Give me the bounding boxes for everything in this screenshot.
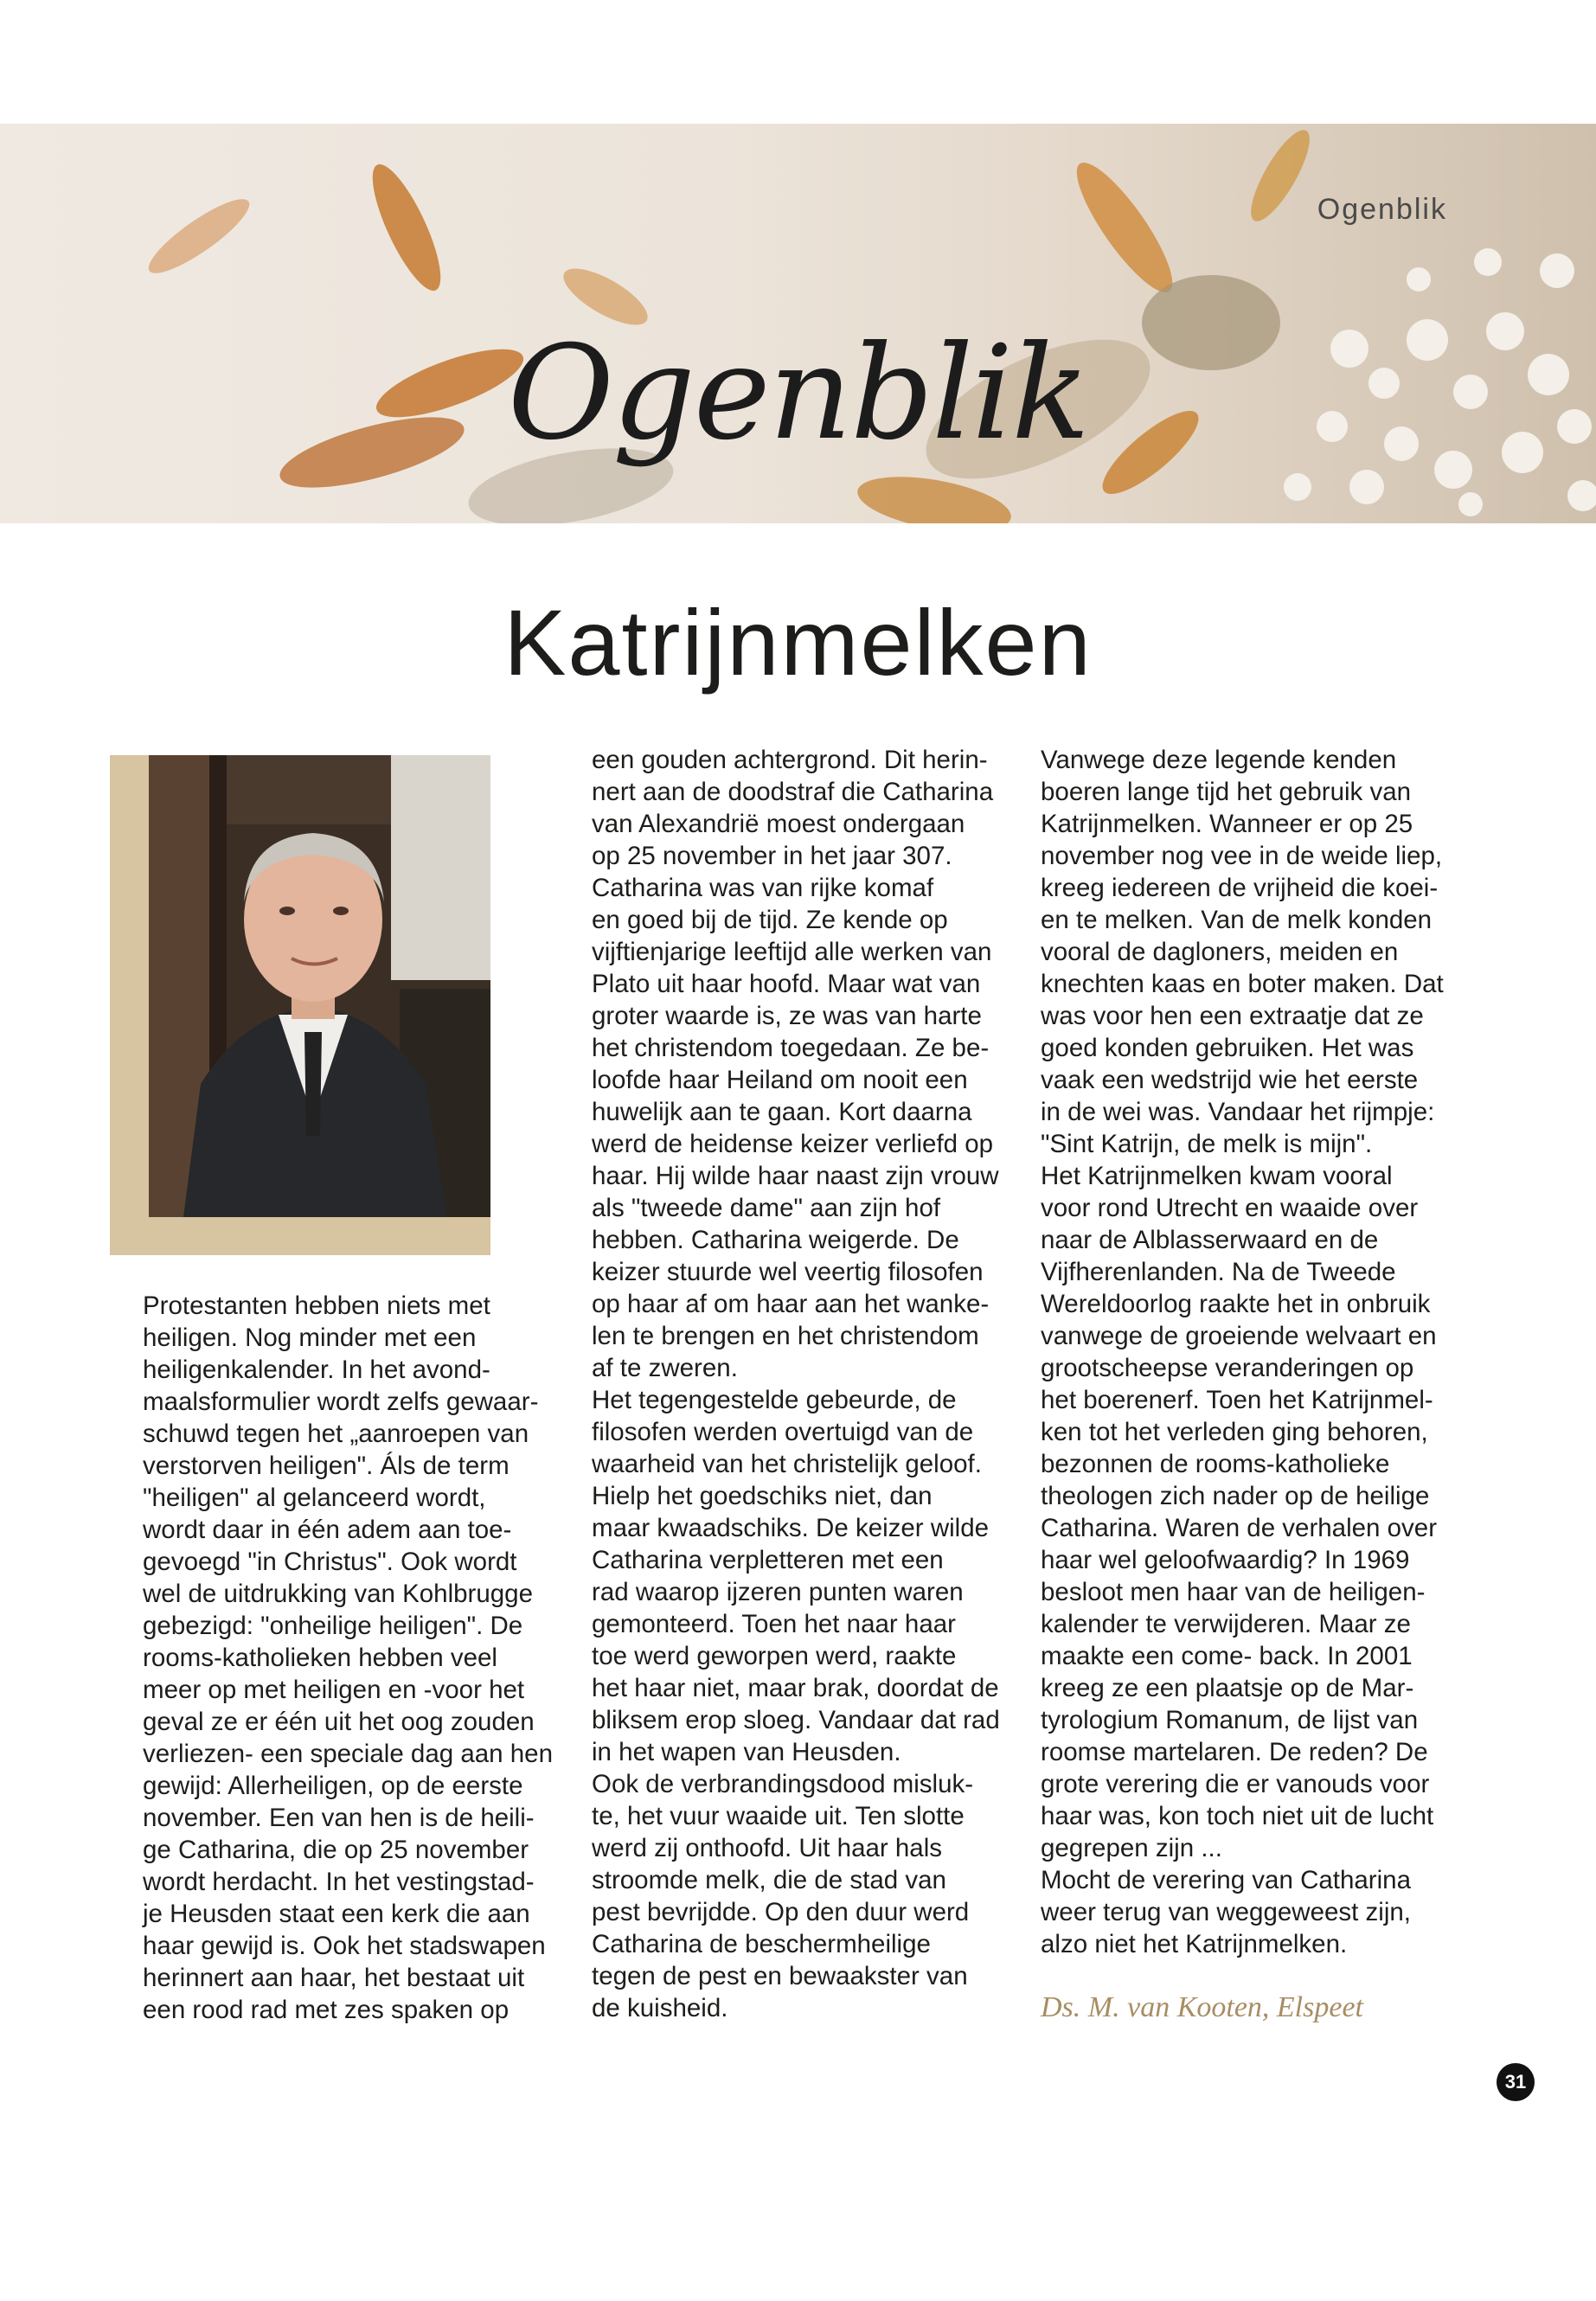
text-line: len te brengen en het christendom	[592, 1322, 979, 1350]
text-line: het boerenerf. Toen het Katrijnmel-	[1041, 1386, 1433, 1414]
text-line: af te zweren.	[592, 1354, 738, 1382]
text-line: hebben. Catharina weigerde. De	[592, 1226, 959, 1254]
text-line: meer op met heiligen en -voor het	[143, 1676, 525, 1704]
text-line: pest bevrijdde. Op den duur werd	[592, 1898, 970, 1926]
text-line: Ook de verbrandingsdood misluk-	[592, 1770, 974, 1798]
text-line: vijftienjarige leeftijd alle werken van	[592, 938, 992, 966]
text-line: Plato uit haar hoofd. Maar wat van	[592, 970, 981, 998]
text-line: groter waarde is, ze was van harte	[592, 1002, 982, 1030]
text-line: in het wapen van Heusden.	[592, 1738, 901, 1766]
text-line: gewijd: Allerheiligen, op de eerste	[143, 1772, 523, 1800]
text-line: op haar af om haar aan het wanke-	[592, 1290, 990, 1318]
header-banner	[0, 124, 1596, 523]
text-line: tyrologium Romanum, de lijst van	[1041, 1706, 1419, 1734]
text-line: wel de uitdrukking van Kohlbrugge	[143, 1580, 533, 1608]
text-line: het haar niet, maar brak, doordat de	[592, 1674, 999, 1702]
text-line: Vanwege deze legende kenden	[1041, 746, 1397, 774]
text-line: grote verering die er vanouds voor	[1041, 1770, 1430, 1798]
text-line: te, het vuur waaide uit. Ten slotte	[592, 1802, 965, 1830]
article-column-3	[1041, 744, 1460, 1960]
text-line: tegen de pest en bewaakster van	[592, 1962, 968, 1990]
text-line: heiligenkalender. In het avond-	[143, 1356, 490, 1384]
text-line: grootscheepse veranderingen op	[1041, 1354, 1414, 1382]
text-line: je Heusden staat een kerk die aan	[143, 1900, 530, 1928]
text-line: vooral de dagloners, meiden en	[1041, 938, 1399, 966]
text-line: bezonnen de rooms-katholieke	[1041, 1450, 1390, 1478]
author-photo	[149, 755, 490, 1217]
text-line: rad waarop ijzeren punten waren	[592, 1578, 964, 1606]
text-line: boeren lange tijd het gebruik van	[1041, 778, 1412, 806]
text-line: op 25 november in het jaar 307.	[592, 842, 952, 870]
text-line: ge Catharina, die op 25 november	[143, 1836, 529, 1864]
text-line: en goed bij de tijd. Ze kende op	[592, 906, 948, 934]
text-line: geval ze er één uit het oog zouden	[143, 1708, 535, 1736]
text-line: nert aan de doodstraf die Catharina	[592, 778, 994, 806]
text-line: Katrijnmelken. Wanneer er op 25	[1041, 810, 1413, 838]
text-line: filosofen werden overtuigd van de	[592, 1418, 974, 1446]
text-line: herinnert aan haar, het bestaat uit	[143, 1964, 525, 1992]
text-line: was voor hen een extraatje dat ze	[1041, 1002, 1424, 1030]
text-line: loofde haar Heiland om nooit een	[592, 1066, 968, 1094]
text-line: november nog vee in de weide liep,	[1041, 842, 1443, 870]
text-line: gebezigd: "onheilige heiligen". De	[143, 1612, 523, 1640]
text-line: Catharina verpletteren met een	[592, 1546, 944, 1574]
text-line: als "tweede dame" aan zijn hof	[592, 1194, 941, 1222]
text-line: kreeg ze een plaatsje op de Mar-	[1041, 1674, 1414, 1702]
text-line: maalsformulier wordt zelfs gewaar-	[143, 1388, 539, 1416]
text-line: wordt daar in één adem aan toe-	[143, 1516, 512, 1544]
text-line: besloot men haar van de heiligen-	[1041, 1578, 1426, 1606]
text-line: in de wei was. Vandaar het rijmpje:	[1041, 1098, 1435, 1126]
section-label: Ogenblik	[1317, 193, 1447, 226]
text-line: van Alexandrië moest ondergaan	[592, 810, 965, 838]
text-line: vanwege de groeiende welvaart en	[1041, 1322, 1437, 1350]
text-line: kalender te verwijderen. Maar ze	[1041, 1610, 1411, 1638]
text-line: Hielp het goedschiks niet, dan	[592, 1482, 933, 1510]
text-line: weer terug van weggeweest zijn,	[1041, 1898, 1411, 1926]
text-line: keizer stuurde wel veertig filosofen	[592, 1258, 984, 1286]
text-line: rooms-katholieken hebben veel	[143, 1644, 497, 1672]
text-line: Het Katrijnmelken kwam vooral	[1041, 1162, 1393, 1190]
text-line: Het tegengestelde gebeurde, de	[592, 1386, 957, 1414]
text-line: knechten kaas en boter maken. Dat	[1041, 970, 1444, 998]
text-line: roomse martelaren. De reden? De	[1041, 1738, 1428, 1766]
text-line: toe werd geworpen werd, raakte	[592, 1642, 957, 1670]
text-line: Mocht de verering van Catharina	[1041, 1866, 1411, 1894]
text-line: voor rond Utrecht en waaide over	[1041, 1194, 1419, 1222]
text-line: kreeg iedereen de vrijheid die koei-	[1041, 874, 1439, 902]
page-number: 31	[1497, 2063, 1535, 2101]
text-line: "heiligen" al gelanceerd wordt,	[143, 1484, 486, 1512]
text-line: haar wel geloofwaardig? In 1969	[1041, 1546, 1410, 1574]
text-line: maakte een come- back. In 2001	[1041, 1642, 1413, 1670]
text-line: maar kwaadschiks. De keizer wilde	[592, 1514, 990, 1542]
text-line: gegrepen zijn ...	[1041, 1834, 1222, 1862]
text-line: "Sint Katrijn, de melk is mijn".	[1041, 1130, 1373, 1158]
text-line: haar. Hij wilde haar naast zijn vrouw	[592, 1162, 999, 1190]
text-line: gevoegd "in Christus". Ook wordt	[143, 1548, 517, 1576]
text-line: Catharina was van rijke komaf	[592, 874, 934, 902]
text-line: de kuisheid.	[592, 1994, 728, 2022]
text-line: Catharina. Waren de verhalen over	[1041, 1514, 1438, 1542]
text-line: goed konden gebruiken. Het was	[1041, 1034, 1414, 1062]
text-line: alzo niet het Katrijnmelken.	[1041, 1930, 1348, 1958]
text-line: verstorven heiligen". Áls de term	[143, 1452, 510, 1480]
text-line: gemonteerd. Toen het naar haar	[592, 1610, 956, 1638]
text-line: bliksem erop sloeg. Vandaar dat rad	[592, 1706, 1000, 1734]
text-line: waarheid van het christelijk geloof.	[592, 1450, 982, 1478]
article-column-2	[592, 744, 1011, 2024]
text-line: Protestanten hebben niets met	[143, 1292, 490, 1320]
text-line: stroomde melk, die de stad van	[592, 1866, 946, 1894]
article-title: Katrijnmelken	[503, 590, 1093, 695]
text-line: theologen zich nader op de heilige	[1041, 1482, 1430, 1510]
article-column-1	[143, 1290, 562, 2026]
text-line: werd de heidense keizer verliefd op	[592, 1130, 994, 1158]
author-portrait-image	[149, 755, 490, 1217]
text-line: haar gewijd is. Ook het stadswapen	[143, 1932, 546, 1960]
text-line: verliezen- een speciale dag aan hen	[143, 1740, 553, 1768]
banner-title: Ogenblik	[507, 318, 1089, 469]
text-line: naar de Alblasserwaard en de	[1041, 1226, 1379, 1254]
author-signature: Ds. M. van Kooten, Elspeet	[1041, 1991, 1363, 2023]
text-line: huwelijk aan te gaan. Kort daarna	[592, 1098, 972, 1126]
text-line: het christendom toegedaan. Ze be-	[592, 1034, 990, 1062]
text-line: een rood rad met zes spaken op	[143, 1996, 510, 2024]
text-line: Wereldoorlog raakte het in onbruik	[1041, 1290, 1431, 1318]
text-line: wordt herdacht. In het vestingstad-	[143, 1868, 535, 1896]
text-line: heiligen. Nog minder met een	[143, 1324, 477, 1352]
text-line: werd zij onthoofd. Uit haar hals	[592, 1834, 943, 1862]
text-line: en te melken. Van de melk konden	[1041, 906, 1433, 934]
text-line: Vijfherenlanden. Na de Tweede	[1041, 1258, 1396, 1286]
text-line: schuwd tegen het „aanroepen van	[143, 1420, 529, 1448]
text-line: november. Een van hen is de heili-	[143, 1804, 535, 1832]
text-line: vaak een wedstrijd wie het eerste	[1041, 1066, 1419, 1094]
text-line: Catharina de beschermheilige	[592, 1930, 931, 1958]
text-line: haar was, kon toch niet uit de lucht	[1041, 1802, 1434, 1830]
text-line: ken tot het verleden ging behoren,	[1041, 1418, 1428, 1446]
text-line: een gouden achtergrond. Dit herin-	[592, 746, 988, 774]
